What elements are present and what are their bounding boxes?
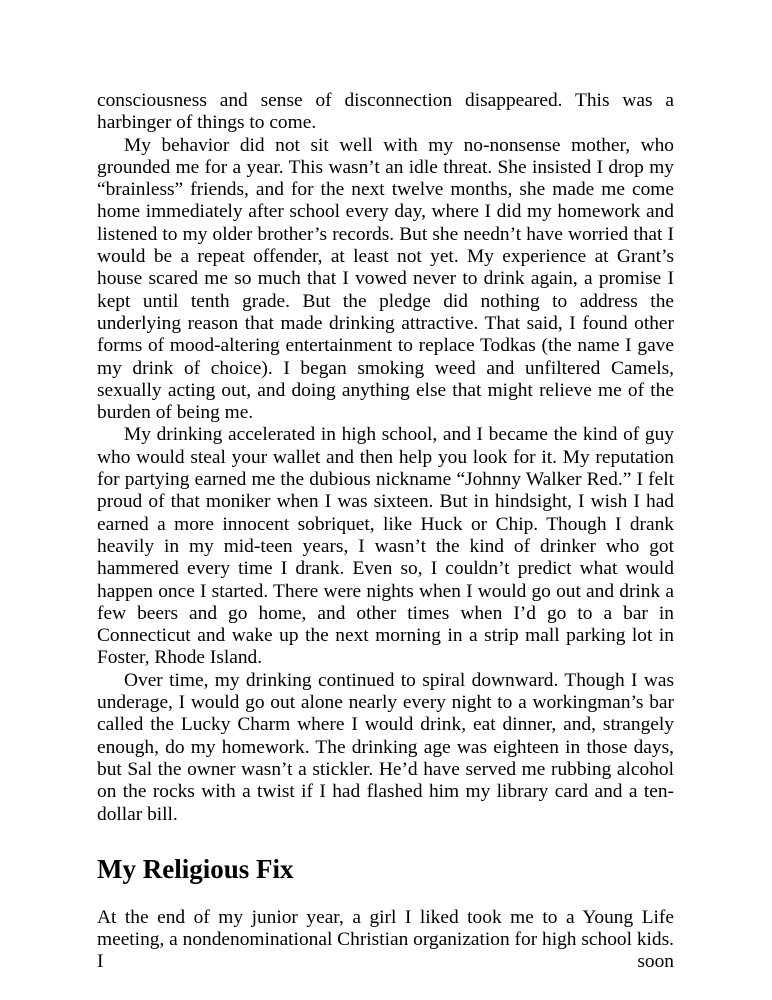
- body-paragraph-truncated: At the end of my junior year, a girl I liked took me to a Young Life meeting, a nondenominational Christian organization for high school kids. I soon: [97, 906, 674, 973]
- body-paragraph: Over time, my drinking continued to spiral downward. Though I was underage, I would go out alone nearly every night to a workingman’s bar called the Lucky Charm where I would drink, eat dinner, and, strangely enough, do my homework. The drinking age was eighteen in those days, but Sal the owner wasn’t a stickler. He’d have served me rubbing alcohol on the rocks with a twist if I had flashed him my library card and a ten-dollar bill.: [97, 669, 674, 825]
- body-paragraph: My drinking accelerated in high school, and I became the kind of guy who would steal your wallet and then help you look for it. My reputation for partying earned me the dubious nickname “Johnny Walker Red.” I felt proud of that moniker when I was sixteen. But in hindsight, I wish I had earned a more innocent sobriquet, like Huck or Chip. Though I drank heavily in my mid-teen years, I wasn’t the kind of drinker who got hammered every time I drank. Even so, I couldn’t predict what would happen once I started. There were nights when I would go out and drink a few beers and go home, and other times when I’d go to a bar in Connecticut and wake up the next morning in a strip mall parking lot in Foster, Rhode Island.: [97, 424, 674, 669]
- body-paragraph: My behavior did not sit well with my no-nonsense mother, who grounded me for a year. This wasn’t an idle threat. She insisted I drop my “brainless” friends, and for the next twelve months, she made me come home immediately after school every day, where I did my homework and listened to my older brother’s records. But she needn’t have worried that I would be a repeat offender, at least not yet. My experience at Grant’s house scared me so much that I vowed never to drink again, a promise I kept until tenth grade. But the pledge did nothing to address the underlying reason that made drinking attractive. That said, I found other forms of mood-altering entertainment to replace Todkas (the name I gave my drink of choice). I began smoking weed and unfiltered Camels, sexually acting out, and doing anything else that might relieve me of the burden of being me.: [97, 134, 674, 424]
- body-paragraph-continued: consciousness and sense of disconnection disappeared. This was a harbinger of things to come.: [97, 90, 674, 134]
- book-page: [97, 90, 674, 974]
- section-heading: My Religious Fix: [97, 853, 294, 884]
